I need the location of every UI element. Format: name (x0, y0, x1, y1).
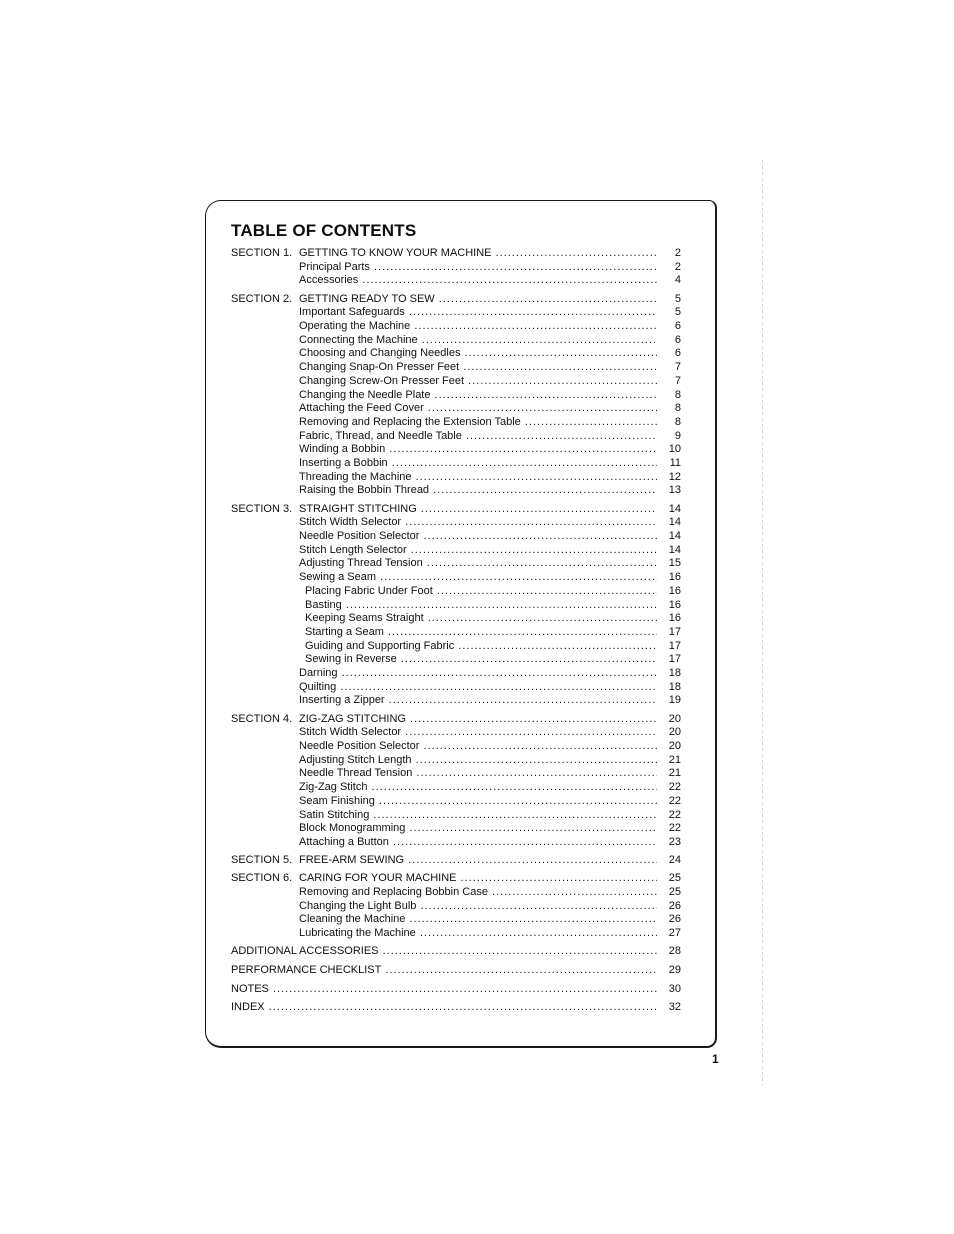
toc-title: TABLE OF CONTENTS (231, 221, 417, 240)
toc-entry-page: 22 (668, 794, 681, 807)
toc-entry (231, 739, 681, 753)
dot-leader (488, 886, 657, 898)
toc-entry-label: Basting (305, 598, 342, 611)
dot-leader (405, 913, 657, 925)
toc-entry (231, 401, 681, 415)
toc-entry-page: 18 (668, 667, 681, 679)
toc-entry-page: 10 (668, 443, 681, 456)
dot-leader (407, 544, 657, 556)
dot-leader (410, 320, 657, 332)
dot-leader (401, 516, 657, 528)
toc-entry-label: INDEX (231, 1001, 265, 1014)
toc-entry-page: 6 (674, 320, 681, 332)
dot-leader (456, 872, 657, 884)
dot-leader (459, 361, 657, 373)
toc-section-number: SECTION 3. (231, 502, 293, 515)
dot-leader (375, 795, 657, 807)
toc-entry (231, 346, 681, 360)
toc-entry (231, 456, 681, 470)
toc-entry-page: 21 (668, 753, 681, 766)
toc-entry-page: 16 (668, 584, 681, 597)
toc-entry-page: 17 (668, 653, 681, 666)
toc-entry (231, 292, 681, 306)
toc-entry-page: 2 (674, 260, 681, 273)
dot-leader (370, 261, 657, 273)
page-number: 1 (712, 1052, 719, 1066)
dot-leader (423, 557, 657, 569)
toc-entry-label: Attaching the Feed Cover (299, 402, 424, 415)
toc-entry-page: 24 (668, 854, 681, 867)
toc-entry-page: 16 (668, 598, 681, 611)
toc-entry-page: 7 (674, 374, 681, 387)
page-edge-shadow (762, 160, 763, 1085)
toc-entry (231, 639, 681, 653)
toc-entry (231, 871, 681, 885)
dot-leader (492, 247, 657, 259)
toc-entry-page: 6 (674, 333, 681, 346)
toc-entry (231, 273, 681, 287)
toc-entry (231, 780, 681, 794)
toc-entry (231, 835, 681, 849)
toc-entry (231, 680, 681, 694)
toc-entry (231, 429, 681, 443)
toc-entry-page: 14 (668, 530, 681, 542)
toc-entry-label: Attaching a Button (299, 835, 389, 848)
dot-leader (367, 781, 657, 793)
toc-entry-label: Changing the Needle Plate (299, 388, 431, 401)
toc-entry-page: 6 (674, 347, 681, 360)
toc-entry-label: Fabric, Thread, and Needle Table (299, 429, 462, 442)
dot-leader (412, 767, 657, 779)
toc-entry-page: 27 (668, 927, 681, 940)
toc-entry (231, 611, 681, 625)
toc-entry-page: 32 (668, 1001, 681, 1014)
dot-leader (419, 530, 657, 542)
dot-leader (401, 726, 657, 738)
toc-section-number: SECTION 4. (231, 712, 293, 725)
toc-entry (231, 260, 681, 274)
toc-entry (231, 666, 681, 680)
toc-entry-page: 17 (668, 625, 681, 638)
dot-leader (385, 443, 657, 455)
dot-leader (405, 306, 657, 318)
toc-entry-page: 26 (668, 913, 681, 926)
toc-section-number: SECTION 5. (231, 854, 293, 867)
dot-leader (384, 626, 657, 638)
toc-section-number: SECTION 2. (231, 292, 293, 305)
toc-entry-label: Principal Parts (299, 260, 370, 273)
toc-entry-label: Removing and Replacing Bobbin Case (299, 886, 488, 898)
toc-entry-label: GETTING TO KNOW YOUR MACHINE (299, 247, 492, 259)
toc-entry-label: Quilting (299, 680, 337, 693)
dot-leader (430, 389, 657, 401)
toc-entry-label: Threading the Machine (299, 470, 412, 483)
toc-entry (231, 899, 681, 913)
dot-leader (265, 1001, 657, 1013)
toc-entry-page: 7 (674, 361, 681, 374)
toc-entry (231, 374, 681, 388)
toc-entry-label: Important Safeguards (299, 306, 405, 319)
toc-entry-label: FREE-ARM SEWING (299, 854, 405, 867)
toc-entry-label: Needle Thread Tension (299, 767, 413, 780)
toc-entry (231, 712, 681, 726)
toc-entry (231, 766, 681, 780)
toc-entry-page: 8 (674, 388, 681, 401)
toc-section-number: SECTION 6. (231, 872, 293, 885)
toc-entry-label: Stitch Width Selector (299, 726, 402, 739)
dot-leader (379, 945, 657, 957)
toc-entry-page: 28 (668, 945, 681, 958)
toc-entry (231, 1000, 681, 1014)
dot-leader (429, 484, 657, 496)
toc-entry-page: 25 (668, 886, 681, 898)
toc-entry-label: Removing and Replacing the Extension Table (299, 415, 521, 428)
toc-entry (231, 963, 681, 977)
toc-entry (231, 319, 681, 333)
dot-leader (418, 334, 657, 346)
toc-entry (231, 502, 681, 516)
toc-entry-label: Sewing in Reverse (305, 653, 397, 666)
toc-entry-page: 23 (668, 835, 681, 848)
dot-leader (406, 713, 657, 725)
toc-entry-label: Needle Position Selector (299, 740, 420, 752)
toc-entry (231, 543, 681, 557)
toc-entry-page: 16 (668, 571, 681, 584)
toc-entry-page: 20 (668, 712, 681, 725)
toc-entry-label: STRAIGHT STITCHING (299, 502, 417, 515)
toc-entry-page: 8 (674, 415, 681, 428)
dot-leader (433, 585, 657, 597)
toc-entry (231, 808, 681, 822)
toc-entry-page: 25 (668, 872, 681, 885)
toc-entry-label: Placing Fabric Under Foot (305, 584, 433, 597)
toc-entry-page: 2 (674, 247, 681, 259)
toc-entry-label: Inserting a Bobbin (299, 457, 388, 469)
toc-entry-page: 5 (674, 292, 681, 305)
dot-leader (269, 983, 657, 995)
toc-entry-label: Changing the Light Bulb (299, 899, 417, 912)
toc-entry-label: Sewing a Seam (299, 571, 377, 584)
toc-entry (231, 693, 681, 707)
toc-entry-label: Darning (299, 667, 338, 679)
toc-entry-label: Accessories (299, 274, 359, 287)
toc-entry-page: 22 (668, 781, 681, 794)
toc-entry-label: Adjusting Thread Tension (299, 557, 423, 570)
toc-entry-label: CARING FOR YOUR MACHINE (299, 872, 457, 885)
dot-leader (424, 612, 657, 624)
toc-entry-label: Stitch Width Selector (299, 516, 402, 529)
toc-entry-page: 22 (668, 808, 681, 821)
toc-entry (231, 556, 681, 570)
toc-entry-label: Lubricating the Machine (299, 927, 416, 940)
dot-leader (412, 471, 657, 483)
toc-entry-page: 20 (668, 740, 681, 752)
toc-entry-page: 11 (669, 457, 681, 469)
dot-leader (417, 503, 657, 515)
toc-entry-label: Needle Position Selector (299, 530, 420, 542)
toc-entry-page: 15 (668, 557, 681, 570)
toc-entry (231, 598, 681, 612)
toc-entry-page: 13 (668, 484, 681, 497)
dot-leader (397, 653, 657, 665)
toc-entry (231, 483, 681, 497)
toc-entry-page: 29 (668, 964, 681, 976)
toc-entry (231, 912, 681, 926)
toc-entry-page: 18 (668, 680, 681, 693)
toc-entry (231, 415, 681, 429)
toc-entry (231, 885, 681, 899)
toc-entry-page: 5 (674, 306, 681, 319)
dot-leader (416, 900, 657, 912)
toc-entry-label: Choosing and Changing Needles (299, 347, 461, 360)
toc-entry (231, 305, 681, 319)
toc-entry-label: Guiding and Supporting Fabric (305, 639, 455, 652)
toc-entry-page: 9 (674, 429, 681, 442)
toc-entry (231, 442, 681, 456)
toc-entry (231, 982, 681, 996)
dot-leader (389, 836, 657, 848)
toc-entry-label: Seam Finishing (299, 794, 375, 807)
toc-entry (231, 926, 681, 940)
toc-entry-page: 16 (668, 612, 681, 625)
toc-entry (231, 470, 681, 484)
dot-leader (376, 571, 657, 583)
toc-entry-label: Block Monogramming (299, 822, 406, 835)
toc-entry-label: Keeping Seams Straight (305, 612, 424, 625)
toc-entry-page: 30 (668, 982, 681, 995)
toc-entry-page: 12 (668, 470, 681, 483)
toc-section-number: SECTION 1. (231, 247, 293, 259)
toc-entry-label: Zig-Zag Stitch (299, 781, 368, 794)
toc-entry (231, 794, 681, 808)
toc-entry-page: 14 (668, 502, 681, 515)
toc-entry-label: Adjusting Stitch Length (299, 753, 412, 766)
toc-entry (231, 333, 681, 347)
toc-entry-label: PERFORMANCE CHECKLIST (231, 964, 382, 976)
toc-entry (231, 853, 681, 867)
toc-entry-label: Starting a Seam (305, 625, 384, 638)
dot-leader (435, 293, 657, 305)
toc-entry-label: ZIG-ZAG STITCHING (299, 712, 406, 725)
toc-entry-page: 14 (668, 516, 681, 529)
dot-leader (369, 809, 657, 821)
dot-leader (381, 964, 657, 976)
toc-entry (231, 725, 681, 739)
dot-leader (342, 599, 657, 611)
toc-entry (231, 360, 681, 374)
toc-entry-label: Winding a Bobbin (299, 443, 386, 456)
toc-entry-label: Changing Snap-On Presser Feet (299, 361, 460, 374)
dot-leader (412, 754, 657, 766)
toc-entry-label: Changing Screw-On Presser Feet (299, 374, 465, 387)
dot-leader (358, 274, 657, 286)
toc-entry (231, 753, 681, 767)
dot-leader (419, 740, 657, 752)
dot-leader (460, 347, 657, 359)
toc-entry (231, 388, 681, 402)
toc-entry-page: 20 (668, 726, 681, 739)
toc-entry-label: ADDITIONAL ACCESSORIES (231, 945, 379, 958)
dot-leader (388, 457, 657, 469)
dot-leader (424, 402, 657, 414)
toc-entry-label: Operating the Machine (299, 320, 411, 332)
toc-entry-page: 4 (674, 274, 681, 287)
toc-entry-label: Stitch Length Selector (299, 543, 407, 556)
toc-entry-page: 22 (668, 822, 681, 835)
toc-entry-page: 17 (668, 639, 681, 652)
toc-entry-label: Satin Stitching (299, 808, 370, 821)
toc-entry-label: Connecting the Machine (299, 333, 418, 346)
dot-leader (416, 927, 657, 939)
toc-entry-page: 21 (668, 767, 681, 780)
dot-leader (338, 667, 657, 679)
dot-leader (464, 375, 657, 387)
toc-entry (231, 625, 681, 639)
dot-leader (385, 694, 657, 706)
toc-entry-page: 8 (674, 402, 681, 415)
dot-leader (462, 430, 657, 442)
toc-entry-label: Raising the Bobbin Thread (299, 484, 430, 497)
toc-entry-label: Inserting a Zipper (299, 694, 385, 707)
toc-entry (231, 246, 681, 260)
toc-entry-label: NOTES (231, 982, 269, 995)
toc-entry (231, 821, 681, 835)
dot-leader (405, 822, 657, 834)
toc-entry-page: 14 (668, 543, 681, 556)
dot-leader (521, 416, 657, 428)
toc-entry (231, 652, 681, 666)
dot-leader (454, 640, 657, 652)
toc-entry (231, 944, 681, 958)
toc-entry (231, 584, 681, 598)
dot-leader (404, 854, 657, 866)
dot-leader (336, 681, 657, 693)
toc-entry-label: Cleaning the Machine (299, 913, 406, 926)
toc-entry (231, 570, 681, 584)
toc-entry-page: 26 (668, 899, 681, 912)
toc-entry-page: 19 (668, 694, 681, 707)
toc-entry-label: GETTING READY TO SEW (299, 292, 435, 305)
toc-entry (231, 515, 681, 529)
toc-entry (231, 529, 681, 543)
